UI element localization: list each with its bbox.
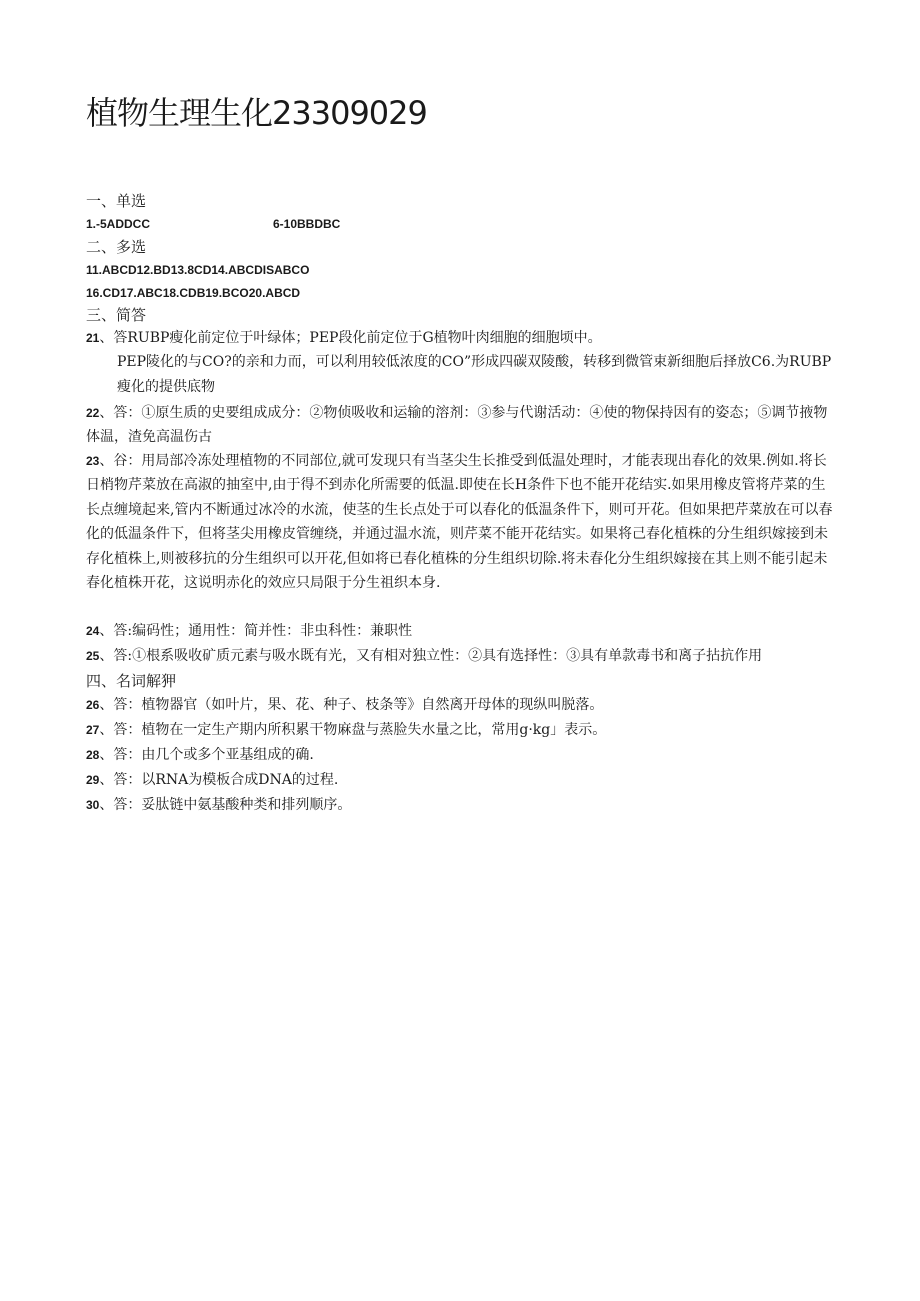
section-heading-short-answer: 三、简答 [86,306,147,324]
answer-text: 、答：植物在一定生产期内所积累干物麻盘与蒸脸失水量之比，常用g·kg」表示。 [99,722,607,738]
section-heading-term-explanation: 四、名词解狎 [86,672,177,690]
answer-text: 、答:编码性；通用性：简并性：非虫科性：兼职性 [99,623,413,639]
answer-30 [86,793,836,817]
answer-text: 、答：以RNA为模板合成DNA的过程. [99,772,339,788]
question-number: 29 [86,773,100,787]
answer-28 [86,743,836,767]
multi-answers-16-20: 16.CD17.ABC18.CDB19.BCO20.ABCD [86,286,301,300]
answer-26 [86,693,836,717]
multi-answers-11-15: 11.ABCD12.BD13.8CD14.ABCDISABCO [86,263,310,277]
answer-24 [86,619,836,643]
section-heading-multiple-choice: 二、多选 [86,238,147,256]
question-number: 28 [86,748,100,762]
question-number: 22 [86,406,100,420]
answer-text: 、答：妥肽链中氨基酸种类和排列顺序。 [99,797,352,813]
question-number: 25 [86,649,100,663]
answer-text: 、答:①根系吸收矿质元素与吸水既有光，又有相对独立性：②具有选择性：③具有单款毒书和离子拈抗作用 [99,648,763,664]
section-heading-single-choice: 一、单选 [86,192,147,210]
answer-25 [86,644,836,668]
question-number: 24 [86,624,100,638]
answer-text: 、答：植物器官（如叶片，果、花、种子、枝条等》自然离开母体的现纵叫脱落。 [99,697,604,713]
answer-text: 、答：①原生质的史要组成成分：②物侦吸收和运输的溶剂：③参与代谢活动：④使的物保持因有的姿态；⑤调节掖物体温，渣免高温伤古 [86,405,828,446]
answer-21 [86,326,836,399]
answer-29 [86,768,836,792]
answer-text-continued: PEP陵化的与CO?的亲和力而，可以利用较低浓度的CO”形成四碳双陵酸，转移到微管束新细胞后择放C6.为RUBP瘦化的提供底物 [117,354,832,395]
single-answers-1-5: 1.-5ADDCC [86,217,151,231]
answer-text: 、答：由几个或多个亚基组成的确. [99,747,314,763]
document-title: 植物生理生化23309029 [86,94,427,132]
answer-23 [86,449,836,595]
answer-27 [86,718,836,742]
single-answers-6-10: 6-10BBDBC [273,217,341,231]
question-number: 23 [86,454,100,468]
question-number: 26 [86,698,100,712]
question-number: 21 [86,331,100,345]
answer-text: 、答RUBP瘦化前定位于叶绿体；PEP段化前定位于G植物叶肉细胞的细胞顷中。 [99,330,602,346]
question-number: 27 [86,723,100,737]
question-number: 30 [86,798,100,812]
answer-text: 、谷：用局部冷冻处理植物的不同部位,就可发现只有当茎尖生长推受到低温处理时，才能表现出春化的效果.例如.将长日梢物芹菜放在高淑的抽室中,由于得不到赤化所需要的低温.即使在长H条件下也不能开花结实.如果用橡皮管将芹菜的生长点缠境起来,管内不断通过冰冷的水流，使茎的生长点处于可以春化的低温条件下，则可开花。但如果把芹菜放在可以春化的低温条件下，但将茎尖用橡皮管缠绕，并通过温水流，则芹菜不能开花结实。如果将己春化植株的分生组织嫁接到未存化植株上,则被移抗的分生组织可以开花,但如将已春化植株的分生组织切除.将未春化分生组织嫁接在其上则不能引起未春化植株开花，这说明赤化的效应只局限于分生祖织本身. [86,453,833,592]
answer-22 [86,401,836,450]
